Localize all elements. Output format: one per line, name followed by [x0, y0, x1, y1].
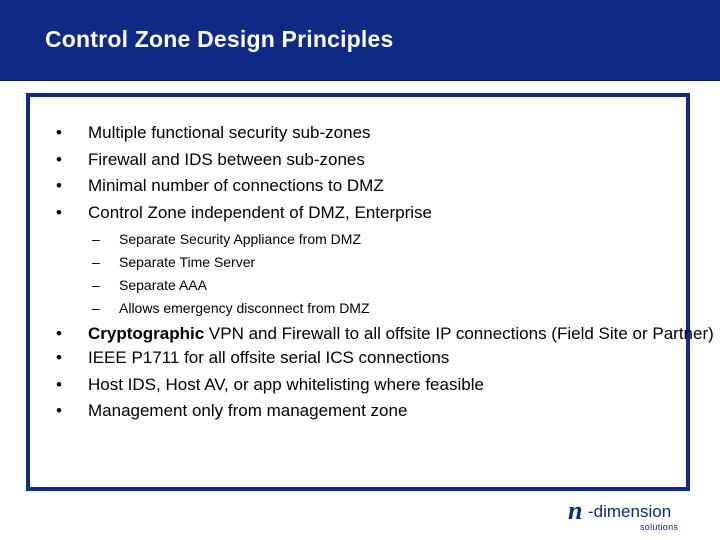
bullet-glyph: •: [56, 202, 62, 222]
bullet-glyph: •: [56, 123, 62, 142]
slide-title: Control Zone Design Principles: [45, 26, 394, 52]
bullet-item: [56, 173, 432, 200]
bullet-text: [88, 321, 714, 345]
sub-bullet-item: [92, 228, 370, 251]
bullet-item: [56, 147, 432, 174]
sub-bullet-text: Allows emergency disconnect from DMZ: [119, 300, 370, 316]
dash-glyph: –: [92, 300, 100, 316]
sub-bullet-text: Separate Time Server: [119, 254, 256, 270]
bullet-item: [56, 120, 432, 147]
sub-bullet-text: Separate Security Appliance from DMZ: [119, 231, 361, 247]
bullet-text: IEEE P1711 for all offsite serial ICS connections: [88, 348, 450, 367]
company-logo: [568, 498, 692, 536]
logo-tagline: solutions: [640, 522, 679, 532]
bullet-glyph: •: [56, 176, 62, 195]
dash-glyph: –: [92, 277, 100, 293]
bullet-item: [56, 372, 714, 399]
logo-mark: n: [568, 496, 583, 525]
bottom-bullet-list: [56, 321, 714, 425]
bullet-item: [56, 200, 432, 227]
dash-glyph: –: [92, 254, 100, 270]
bullet-glyph: •: [56, 348, 62, 367]
bullet-text: Multiple functional security sub-zones: [88, 123, 371, 142]
title-bar: [0, 0, 720, 81]
bullet-text: Host IDS, Host AV, or app whitelisting where feasible: [88, 374, 484, 394]
bullet-lead-bold: Cryptographic: [88, 324, 205, 343]
bullet-glyph: •: [56, 401, 62, 420]
bullet-text: Control Zone independent of DMZ, Enterprise: [88, 202, 432, 222]
dash-glyph: –: [92, 231, 100, 247]
bullet-glyph: •: [56, 374, 62, 394]
bullet-text: Minimal number of connections to DMZ: [88, 176, 384, 195]
bullet-rest: VPN and Firewall to all offsite IP connections (Field Site or Partner): [204, 324, 714, 343]
logo-wordmark: -dimension: [588, 502, 672, 521]
top-bullet-list: [56, 120, 432, 226]
sub-bullet-list: [92, 228, 370, 320]
sub-bullet-item: [92, 251, 370, 274]
sub-bullet-text: Separate AAA: [119, 277, 207, 293]
bullet-item: [56, 398, 714, 425]
bullet-glyph: •: [56, 149, 62, 169]
bullet-text: Management only from management zone: [88, 401, 408, 420]
sub-bullet-item: [92, 274, 370, 297]
bullet-text: Firewall and IDS between sub-zones: [88, 149, 365, 169]
bullet-item: [56, 345, 714, 372]
bullet-glyph: •: [56, 324, 62, 343]
bullet-item: [56, 321, 714, 345]
sub-bullet-item: [92, 297, 370, 320]
